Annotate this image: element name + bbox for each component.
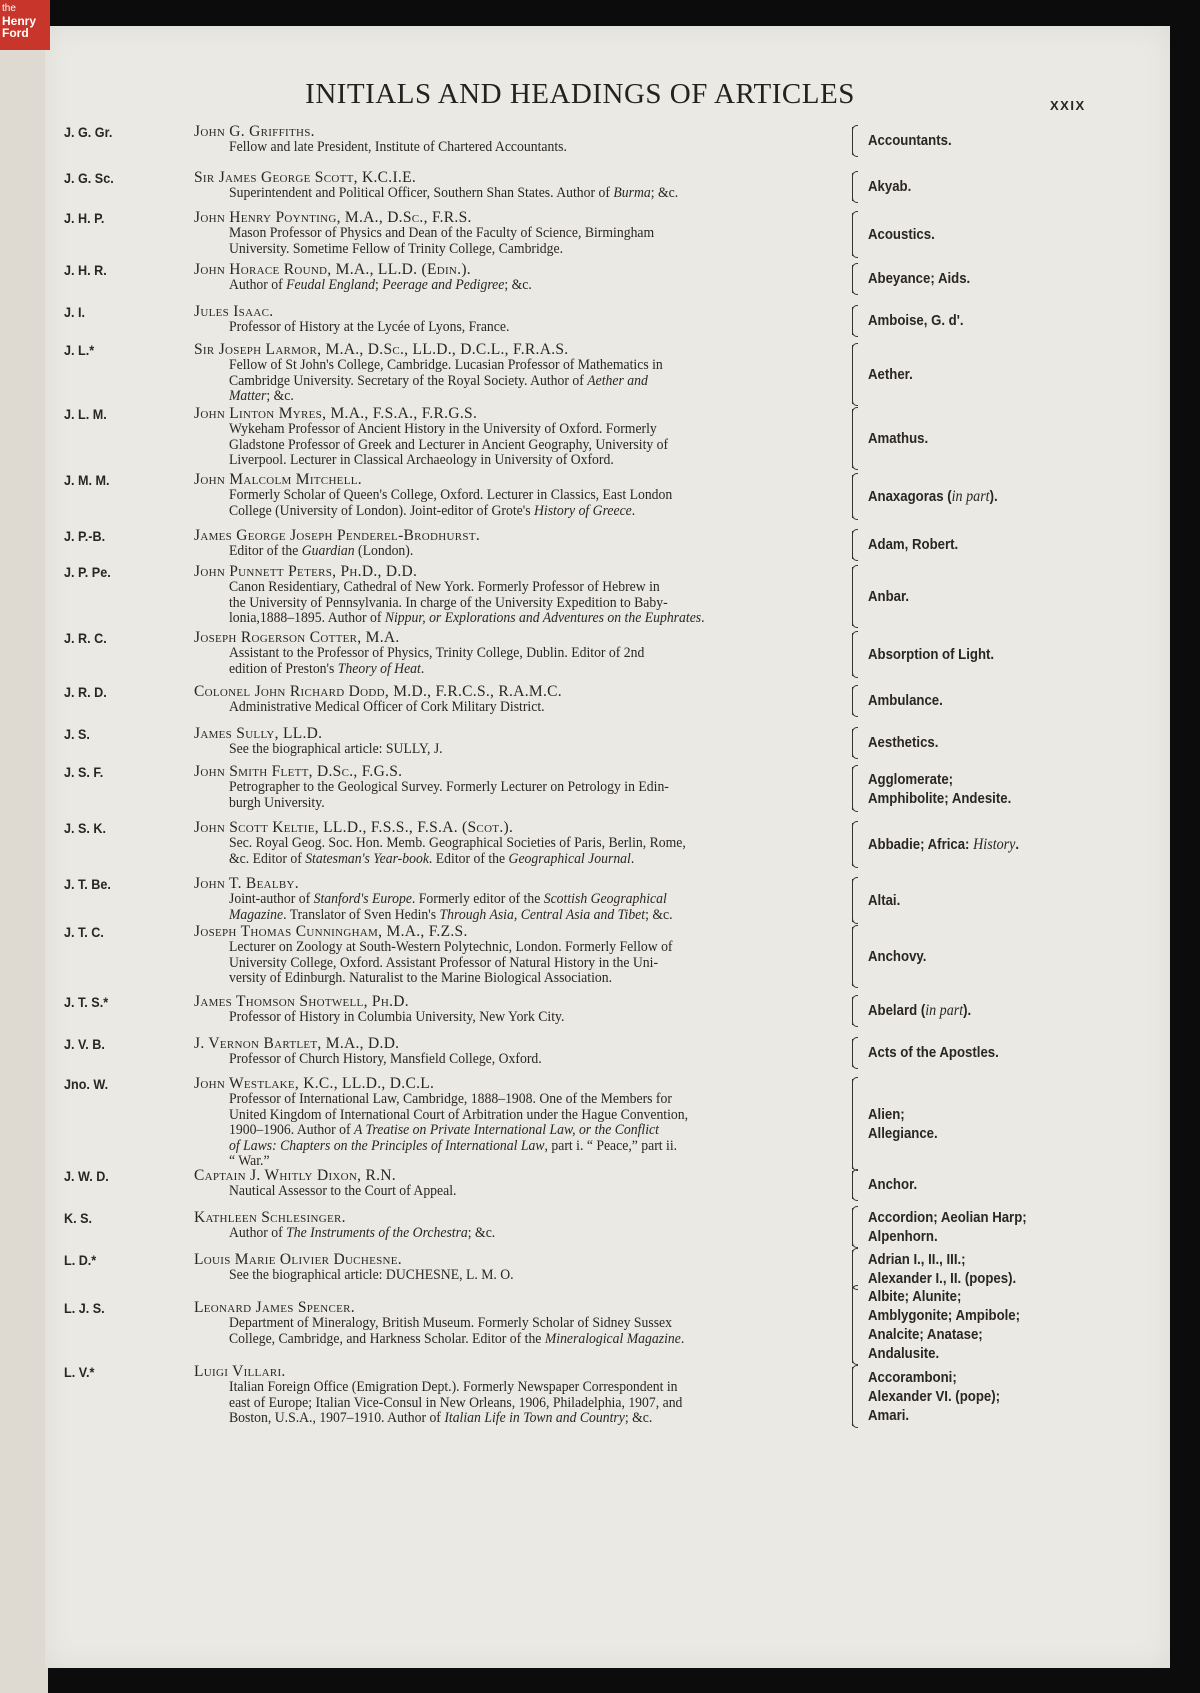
description-line: Liverpool. Lecturer in Classical Archaeology in University of Oxford. (229, 452, 614, 469)
article-headings (868, 1208, 1027, 1246)
article-headings (868, 645, 994, 664)
description-line: versity of Edinburgh. Naturalist to the Marine Biological Association. (229, 970, 613, 987)
contributor-description (229, 780, 849, 811)
article-headings (868, 1368, 1000, 1425)
brace-point (847, 842, 853, 848)
contributor-description (229, 278, 849, 294)
description-line: Mason Professor of Physics and Dean of the Faculty of Science, Birmingham (229, 225, 655, 241)
article-heading: Accoramboni; (868, 1368, 957, 1386)
article-heading: Anchovy. (868, 947, 927, 965)
brace-bracket (852, 531, 863, 559)
contributor-name: James Sully, LL.D. (194, 725, 323, 742)
contributor-description (229, 1380, 849, 1427)
brace-bracket (852, 1208, 863, 1246)
brace-point (847, 1393, 853, 1399)
contributor-initials: J. W. D. (64, 1168, 109, 1184)
contributor-description (229, 488, 849, 519)
description-line: Author of Feudal England; Peerage and Pedigree; &c. (229, 277, 532, 293)
brace-point (847, 1121, 853, 1127)
contributor-initials: J. L. M. (64, 406, 107, 422)
brace-point (847, 494, 853, 500)
brace-point (847, 138, 853, 144)
description-line: lonia,1888–1895. Author of Nippur, or Explorations and Adventures on the Euphrates. (229, 610, 705, 627)
contributor-description (229, 544, 849, 560)
contributor-initials: J. G. Gr. (64, 124, 113, 140)
contributor-description (229, 700, 849, 716)
article-heading: Accountants. (868, 132, 952, 150)
description-line: Fellow of St John's College, Cambridge. Lucasian Professor of Mathematics in (229, 357, 663, 373)
contributor-name: John Westlake, K.C., LL.D., D.C.L. (194, 1075, 435, 1092)
contributor-name: Louis Marie Olivier Duchesne. (194, 1251, 402, 1268)
article-headings (868, 269, 970, 288)
contributor-name: John Linton Myres, M.A., F.S.A., F.R.G.S. (194, 405, 478, 422)
article-heading: Alien; (868, 1106, 905, 1123)
brace-bracket (852, 729, 863, 757)
brace-point (847, 1008, 853, 1014)
contributor-description (229, 742, 849, 758)
contributor-description (229, 422, 849, 469)
brace-point (847, 652, 853, 658)
contributor-initials: J. R. C. (64, 630, 107, 646)
article-headings (868, 1250, 1016, 1288)
contributor-name: Colonel John Richard Dodd, M.D., F.R.C.S., R.A.M.C. (194, 683, 562, 700)
contributor-name: Sir James George Scott, K.C.I.E. (194, 169, 417, 186)
description-line: United Kingdom of International Court of Arbitration under the Hague Convention, (229, 1106, 689, 1123)
article-heading: Anaxagoras (in part). (868, 488, 998, 506)
article-headings (868, 131, 952, 150)
description-line: “ War.” (229, 1153, 270, 1170)
article-headings (868, 835, 1019, 854)
article-heading: Anchor. (868, 1176, 918, 1194)
article-headings (868, 1175, 917, 1194)
article-heading: Agglomerate; (868, 770, 954, 788)
article-headings (868, 487, 998, 506)
contributor-initials: J. L.* (64, 342, 95, 358)
brace-point (847, 371, 853, 377)
contributor-description (229, 1268, 849, 1284)
contributor-initials: K. S. (64, 1210, 93, 1226)
article-heading: Alexander I., II. (popes). (868, 1269, 1017, 1287)
description-line: Assistant to the Professor of Physics, Trinity College, Dublin. Editor of 2nd (229, 645, 645, 661)
description-line: Sec. Royal Geog. Soc. Hon. Memb. Geographical Societies of Paris, Berlin, Rome, (229, 835, 686, 851)
contributor-initials: Jno. W. (64, 1076, 109, 1092)
description-line: Nautical Assessor to the Court of Appeal. (229, 1183, 457, 1199)
brace-point (847, 318, 853, 324)
contributor-initials: J. H. P. (64, 210, 105, 226)
brace-point (847, 435, 853, 441)
brace-point (847, 898, 853, 904)
description-line: University College, Oxford. Assistant Professor of Natural History in the Uni- (229, 954, 659, 971)
contributor-description (229, 836, 849, 867)
brace-bracket (852, 879, 863, 922)
contributor-name: Leonard James Spencer. (194, 1299, 355, 1316)
article-headings (868, 733, 938, 752)
contributor-initials: J. T. Be. (64, 876, 111, 892)
article-headings (868, 770, 1011, 808)
brace-bracket (852, 1079, 863, 1169)
brace-point (847, 1050, 853, 1056)
description-line: Gladstone Professor of Greek and Lecturer in Ancient Geography, University of (229, 436, 669, 453)
contributor-name: John Punnett Peters, Ph.D., D.D. (194, 563, 418, 580)
brace-point (847, 232, 853, 238)
page-number: XXIX (1050, 98, 1086, 113)
adjacent-page-edge (0, 0, 48, 1693)
article-heading: Analcite; Anatase; (868, 1325, 983, 1343)
article-heading: Akyab. (868, 178, 912, 196)
description-line: Joint-author of Stanford's Europe. Formerly editor of the Scottish Geographical (229, 891, 667, 907)
contributor-name: Jules Isaac. (194, 303, 274, 320)
contributor-initials: J. P. Pe. (64, 564, 111, 580)
article-headings (868, 429, 928, 448)
description-line: Professor of History in Columbia University, New York City. (229, 1009, 565, 1025)
contributor-name: James Thomson Shotwell, Ph.D. (194, 993, 409, 1010)
brace-point (847, 276, 853, 282)
contributor-description (229, 186, 849, 202)
description-line: See the biographical article: DUCHESNE, L. M. O. (229, 1267, 514, 1283)
description-line: Professor of History at the Lycée of Lyons, France. (229, 319, 510, 335)
contributor-initials: J. R. D. (64, 684, 107, 700)
article-heading: Adam, Robert. (868, 536, 959, 554)
article-headings (868, 891, 900, 910)
description-line: edition of Preston's Theory of Heat. (229, 660, 425, 677)
article-headings (868, 1105, 938, 1143)
brace-bracket (852, 213, 863, 256)
article-headings (868, 177, 911, 196)
contributor-description (229, 1092, 849, 1170)
brace-point (847, 184, 853, 190)
description-line: Department of Mineralogy, British Museum. Formerly Scholar of Sidney Sussex (229, 1315, 672, 1331)
brace-point (847, 698, 853, 704)
brace-point (847, 1182, 853, 1188)
contributor-name: John Malcolm Mitchell. (194, 471, 362, 488)
contributor-description (229, 320, 849, 336)
article-heading: Abbadie; Africa: History. (868, 836, 1020, 854)
article-heading: Amblygonite; Ampibole; (868, 1306, 1021, 1324)
article-heading: Amphibolite; Andesite. (868, 789, 1012, 807)
description-line: east of Europe; Italian Vice-Consul in New Orleans, 1906, Philadelphia, 1907, and (229, 1394, 683, 1411)
brace-bracket (852, 307, 863, 335)
article-headings (868, 1043, 999, 1062)
contributor-name: John Scott Keltie, LL.D., F.S.S., F.S.A. (Scot.). (194, 819, 514, 836)
description-line: burgh University. (229, 794, 325, 811)
contributor-initials: L. V.* (64, 1364, 95, 1380)
contributor-description (229, 646, 849, 677)
description-line: &c. Editor of Statesman's Year-book. Editor of the Geographical Journal. (229, 850, 635, 867)
brace-bracket (852, 265, 863, 293)
contributor-description (229, 580, 849, 627)
contributor-name: Joseph Thomas Cunningham, M.A., F.Z.S. (194, 923, 468, 940)
article-heading: Amathus. (868, 429, 929, 447)
contributor-description (229, 1052, 849, 1068)
brace-bracket (852, 1367, 863, 1426)
description-line: Professor of Church History, Mansfield College, Oxford. (229, 1051, 542, 1067)
contributor-name: John Henry Poynting, M.A., D.Sc., F.R.S. (194, 209, 472, 226)
henry-ford-logo: the Henry Ford (0, 0, 50, 50)
description-line: University. Sometime Fellow of Trinity College, Cambridge. (229, 240, 564, 257)
brace-bracket (852, 823, 863, 866)
contributor-name: Sir Joseph Larmor, M.A., D.Sc., LL.D., D.C.L., F.R.A.S. (194, 341, 569, 358)
contributor-initials: J. G. Sc. (64, 170, 114, 186)
description-line: College, Cambridge, and Harkness Scholar. Editor of the Mineralogical Magazine. (229, 1330, 685, 1347)
contributor-description (229, 892, 849, 923)
contributor-name: Captain J. Whitly Dixon, R.N. (194, 1167, 396, 1184)
contributor-initials: J. M. M. (64, 472, 110, 488)
brace-point (847, 1266, 853, 1272)
contributor-description (229, 358, 849, 405)
article-heading: Aether. (868, 365, 913, 383)
contributor-initials: J. I. (64, 304, 86, 320)
article-headings (868, 691, 943, 710)
page-title: INITIALS AND HEADINGS OF ARTICLES (305, 78, 855, 110)
description-line: Wykeham Professor of Ancient History in the University of Oxford. Formerly (229, 421, 657, 437)
description-line: Boston, U.S.A., 1907–1910. Author of Italian Life in Town and Country; &c. (229, 1410, 653, 1427)
contributor-initials: J. S. K. (64, 820, 107, 836)
contributor-name: Kathleen Schlesinger. (194, 1209, 346, 1226)
description-line: Editor of the Guardian (London). (229, 543, 414, 559)
brace-bracket (852, 567, 863, 626)
contributor-name: James George Joseph Penderel-Brodhurst. (194, 527, 481, 544)
brace-bracket (852, 1171, 863, 1199)
article-heading: Anbar. (868, 587, 910, 605)
contributor-description (229, 1010, 849, 1026)
contributor-description (229, 940, 849, 987)
description-line: Administrative Medical Officer of Cork Military District. (229, 699, 545, 715)
article-heading: Alexander VI. (pope); (868, 1387, 1001, 1405)
contributor-initials: J. T. C. (64, 924, 104, 940)
description-line: See the biographical article: SULLY, J. (229, 741, 443, 757)
contributor-name: Luigi Villari. (194, 1363, 286, 1380)
contributor-name: John T. Bealby. (194, 875, 299, 892)
article-heading: Absorption of Light. (868, 646, 995, 664)
article-headings (868, 225, 935, 244)
brace-bracket (852, 1287, 863, 1363)
contributor-description (229, 140, 849, 156)
article-heading: Abeyance; Aids. (868, 270, 971, 288)
contributor-name: John Horace Round, M.A., LL.D. (Edin.). (194, 261, 471, 278)
contributor-name: Joseph Rogerson Cotter, M.A. (194, 629, 400, 646)
description-line: Cambridge University. Secretary of the Royal Society. Author of Aether and (229, 372, 648, 389)
description-line: Formerly Scholar of Queen's College, Oxford. Lecturer in Classics, East London (229, 487, 673, 503)
article-heading: Adrian I., II., III.; (868, 1250, 966, 1268)
description-line: Professor of International Law, Cambridge, 1888–1908. One of the Members for (229, 1091, 672, 1107)
description-line: Lecturer on Zoology at South-Western Polytechnic, London. Formerly Fellow of (229, 939, 673, 955)
brace-bracket (852, 767, 863, 810)
article-headings (868, 1001, 971, 1020)
brace-bracket (852, 1250, 863, 1288)
article-heading: Altai. (868, 892, 901, 910)
brace-bracket (852, 127, 863, 155)
description-line: Superintendent and Political Officer, Southern Shan States. Author of Burma; &c. (229, 185, 679, 201)
contributor-initials: J. P.-B. (64, 528, 106, 544)
contributor-initials: J. V. B. (64, 1036, 105, 1052)
description-line: the University of Pennsylvania. In charge of the University Expedition to Baby- (229, 594, 668, 611)
contributor-initials: J. T. S.* (64, 994, 109, 1010)
article-heading: Allegiance. (868, 1125, 938, 1142)
brace-bracket (852, 1039, 863, 1067)
contributor-description (229, 1226, 849, 1242)
brace-point (847, 542, 853, 548)
brace-point (847, 593, 853, 599)
article-headings (868, 365, 913, 384)
article-heading: Alpenhorn. (868, 1227, 938, 1245)
contributor-initials: J. S. (64, 726, 90, 742)
brace-bracket (852, 475, 863, 518)
contributor-name: John G. Griffiths. (194, 123, 315, 140)
contributor-initials: L. J. S. (64, 1300, 105, 1316)
brace-point (847, 1322, 853, 1328)
article-heading: Amboise, G. d'. (868, 312, 964, 330)
brace-bracket (852, 633, 863, 676)
brace-point (847, 740, 853, 746)
brace-bracket (852, 927, 863, 986)
description-line: Matter; &c. (229, 388, 294, 405)
article-heading: Abelard (in part). (868, 1002, 972, 1020)
article-heading: Ambulance. (868, 692, 943, 710)
article-heading: Andalusite. (868, 1344, 940, 1362)
brace-bracket (852, 997, 863, 1025)
article-heading: Accordion; Aeolian Harp; (868, 1208, 1027, 1226)
brace-bracket (852, 409, 863, 468)
article-headings (868, 1287, 1020, 1363)
contributor-initials: J. H. R. (64, 262, 107, 278)
article-headings (868, 947, 926, 966)
description-line: of Laws: Chapters on the Principles of International Law, part i. “ Peace,” part ii. (229, 1137, 678, 1154)
brace-point (847, 1224, 853, 1230)
description-line: Petrographer to the Geological Survey. Formerly Lecturer on Petrology in Edin- (229, 779, 669, 795)
description-line: Author of The Instruments of the Orchestra; &c. (229, 1225, 496, 1241)
description-line: College (University of London). Joint-editor of Grote's History of Greece. (229, 502, 636, 519)
brace-point (847, 786, 853, 792)
description-line: Italian Foreign Office (Emigration Dept.). Formerly Newspaper Correspondent in (229, 1379, 678, 1395)
brace-bracket (852, 173, 863, 201)
contributor-initials: L. D.* (64, 1252, 97, 1268)
description-line: Magazine. Translator of Sven Hedin's Through Asia, Central Asia and Tibet; &c. (229, 906, 673, 923)
brace-bracket (852, 687, 863, 715)
brace-bracket (852, 345, 863, 404)
article-headings (868, 587, 909, 606)
article-headings (868, 535, 958, 554)
article-heading: Acts of the Apostles. (868, 1044, 999, 1062)
article-heading: Aesthetics. (868, 734, 939, 752)
description-line: Fellow and late President, Institute of Chartered Accountants. (229, 139, 567, 155)
brace-point (847, 953, 853, 959)
article-headings (868, 311, 964, 330)
contributor-name: J. Vernon Bartlet, M.A., D.D. (194, 1035, 400, 1052)
description-line: Canon Residentiary, Cathedral of New York. Formerly Professor of Hebrew in (229, 579, 660, 595)
description-line: 1900–1906. Author of A Treatise on Private International Law, or the Conflict (229, 1122, 659, 1139)
contributor-description (229, 1184, 849, 1200)
contributor-initials: J. S. F. (64, 764, 104, 780)
contributor-description (229, 226, 849, 257)
article-heading: Albite; Alunite; (868, 1287, 962, 1305)
contributor-description (229, 1316, 849, 1347)
article-heading: Amari. (868, 1406, 910, 1424)
article-heading: Acoustics. (868, 226, 935, 244)
contributor-name: John Smith Flett, D.Sc., F.G.S. (194, 763, 403, 780)
